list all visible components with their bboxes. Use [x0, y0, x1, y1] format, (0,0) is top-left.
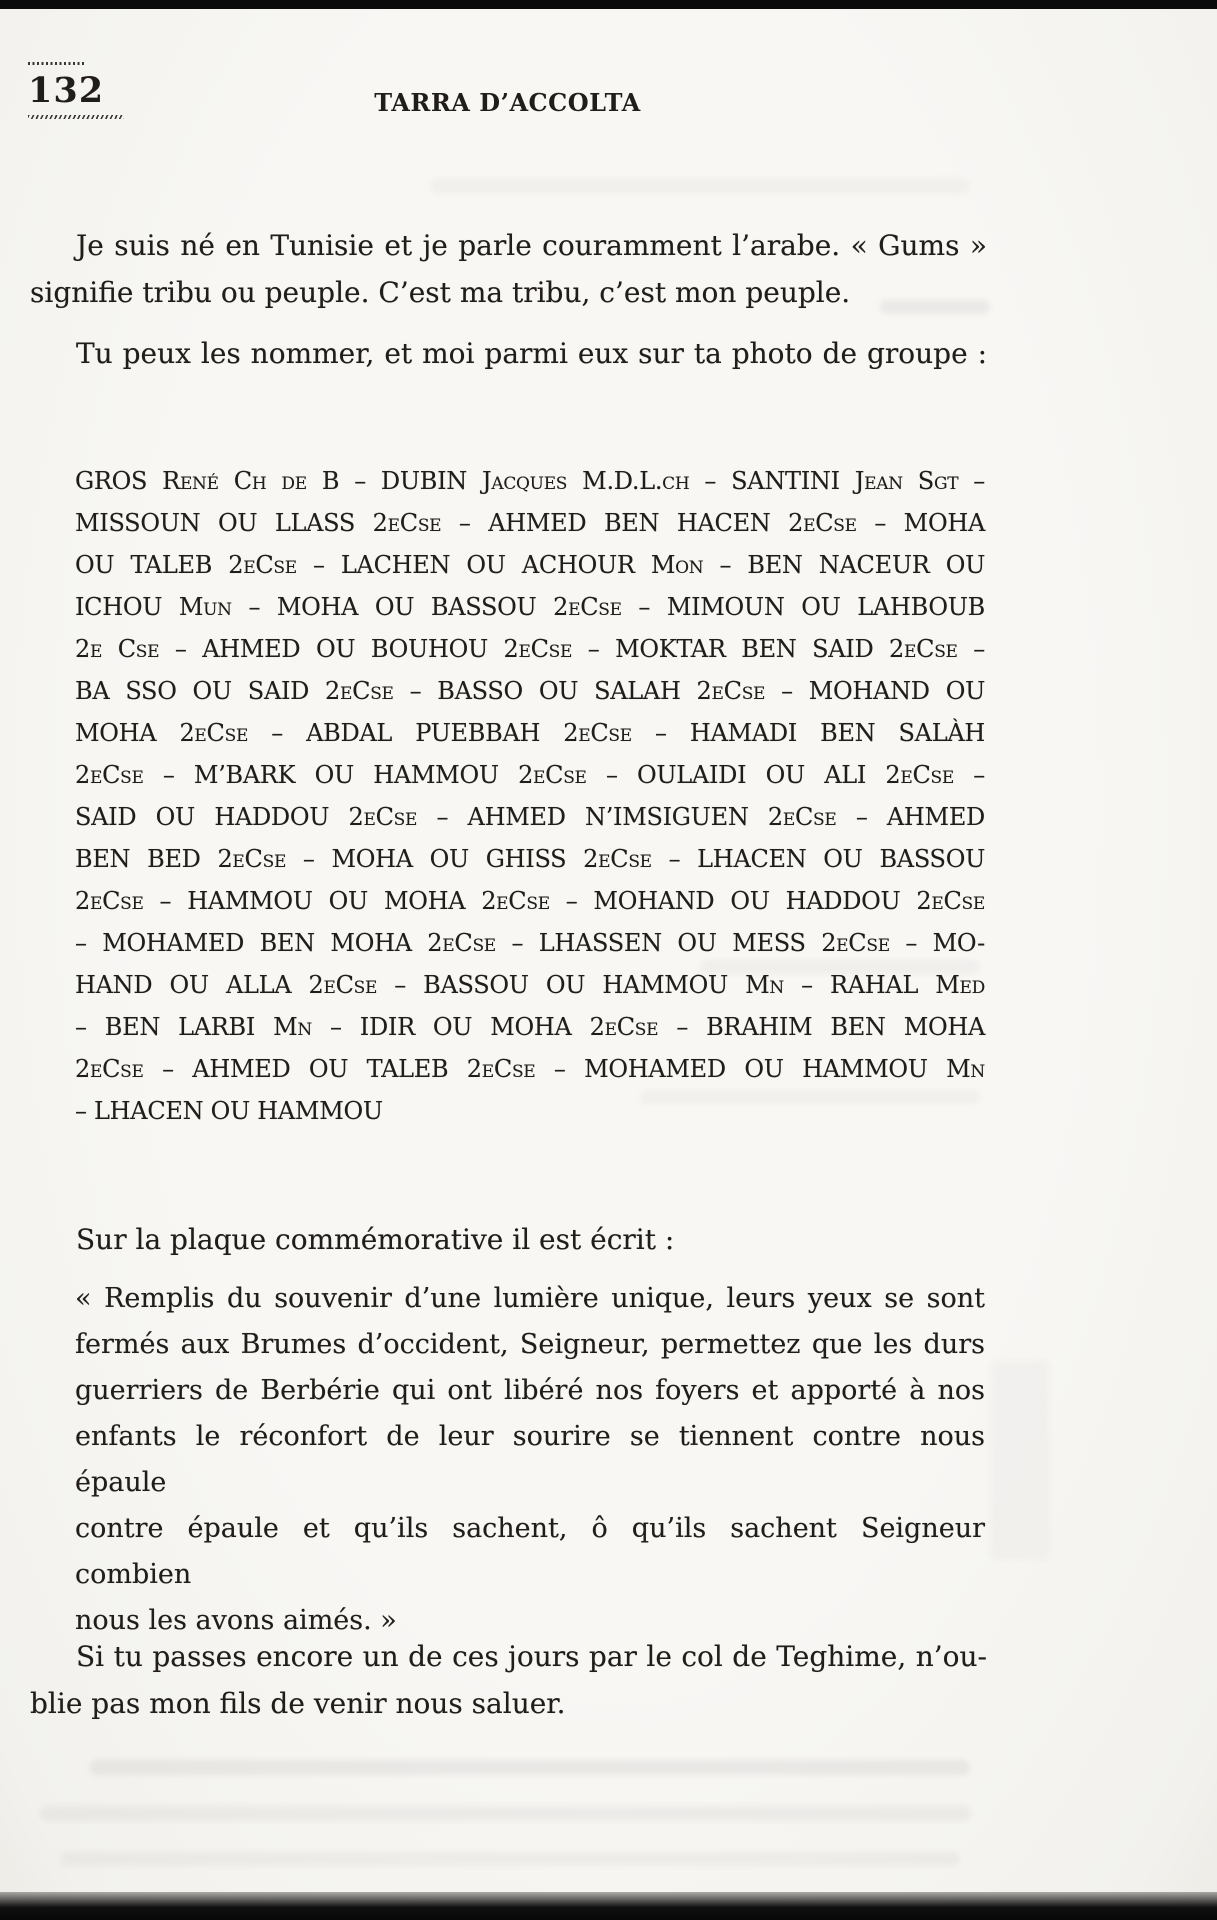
- names-roster: [75, 460, 985, 1132]
- roster-line: 2eCse – AHMED OU TALEB 2eCse – MOHAMED OU HAMMOU Mn: [75, 1055, 985, 1083]
- roster-line: BA SSO OU SAID 2eCse – BASSO OU SALAH 2eCse – MOHAND OU: [75, 677, 985, 705]
- text-line: Tu peux les nommer, et moi parmi eux sur ta photo de groupe :: [76, 337, 987, 370]
- text-line: Si tu passes encore un de ces jours par le col de Teghime, n’ou-: [76, 1640, 987, 1673]
- roster-line: 2e Cse – AHMED OU BOUHOU 2eCse – MOKTAR BEN SAID 2eCse –: [75, 635, 985, 663]
- bleed-through-artifact: [430, 178, 970, 194]
- roster-line: GROS René Ch de B – DUBIN Jacques M.D.L.ch – SANTINI Jean Sgt –: [75, 467, 985, 495]
- roster-line: HAND OU ALLA 2eCse – BASSOU OU HAMMOU Mn – RAHAL Med: [75, 971, 985, 999]
- bleed-through-artifact: [990, 1360, 1050, 1560]
- roster-line: – LHACEN OU HAMMOU: [75, 1097, 383, 1125]
- quote-line: fermés aux Brumes d’occident, Seigneur, permettez que les durs: [75, 1329, 985, 1360]
- roster-line: BEN BED 2eCse – MOHA OU GHISS 2eCse – LHACEN OU BASSOU: [75, 845, 985, 873]
- paragraph-plaque: [30, 1216, 987, 1263]
- paragraph-closing: [30, 1633, 987, 1727]
- roster-line: ICHOU Mun – MOHA OU BASSOU 2eCse – MIMOUN OU LAHBOUB: [75, 593, 985, 621]
- bleed-through-artifact: [90, 1760, 970, 1775]
- roster-line: MISSOUN OU LLASS 2eCse – AHMED BEN HACEN 2eCse – MOHA: [75, 509, 985, 537]
- roster-line: MOHA 2eCse – ABDAL PUEBBAH 2eCse – HAMADI BEN SALÀH: [75, 719, 985, 747]
- text-line: blie pas mon fils de venir nous saluer.: [30, 1687, 566, 1720]
- quote-line: enfants le réconfort de leur sourire se tiennent contre nous épaule: [75, 1421, 985, 1498]
- text-line: signifie tribu ou peuple. C’est ma tribu, c’est mon peuple.: [30, 276, 851, 309]
- text-line: Sur la plaque commémorative il est écrit :: [76, 1223, 675, 1256]
- running-head: TARRA D’ACCOLTA: [374, 88, 641, 117]
- quote-line: guerriers de Berbérie qui ont libéré nos foyers et apporté à nos: [75, 1375, 985, 1406]
- scan-edge-top: [0, 0, 1217, 9]
- roster-line: OU TALEB 2eCse – LACHEN OU ACHOUR Mon – BEN NACEUR OU: [75, 551, 985, 579]
- memorial-quote: [75, 1276, 985, 1644]
- scan-edge-bottom: [0, 1892, 1217, 1920]
- quote-line: « Remplis du souvenir d’une lumière unique, leurs yeux se sont: [75, 1283, 985, 1314]
- quote-line: contre épaule et qu’ils sachent, ô qu’ils sachent Seigneur combien: [75, 1513, 985, 1590]
- paragraph-nommer: [30, 330, 987, 377]
- paragraph-intro: [30, 222, 987, 316]
- roster-line: SAID OU HADDOU 2eCse – AHMED N’IMSIGUEN 2eCse – AHMED: [75, 803, 985, 831]
- roster-line: 2eCse – HAMMOU OU MOHA 2eCse – MOHAND OU HADDOU 2eCse: [75, 887, 985, 915]
- quote-line: nous les avons aimés. »: [75, 1605, 397, 1636]
- roster-line: – BEN LARBI Mn – IDIR OU MOHA 2eCse – BRAHIM BEN MOHA: [75, 1013, 985, 1041]
- roster-line: 2eCse – M’BARK OU HAMMOU 2eCse – OULAIDI OU ALI 2eCse –: [75, 761, 985, 789]
- folio-top-rule: [28, 62, 86, 65]
- roster-line: – MOHAMED BEN MOHA 2eCse – LHASSEN OU MESS 2eCse – MO-: [75, 929, 985, 957]
- page-number: 132: [28, 70, 105, 111]
- text-line: Je suis né en Tunisie et je parle couramment l’arabe. « Gums »: [76, 229, 987, 262]
- bleed-through-artifact: [60, 1852, 960, 1866]
- bleed-through-artifact: [40, 1806, 970, 1821]
